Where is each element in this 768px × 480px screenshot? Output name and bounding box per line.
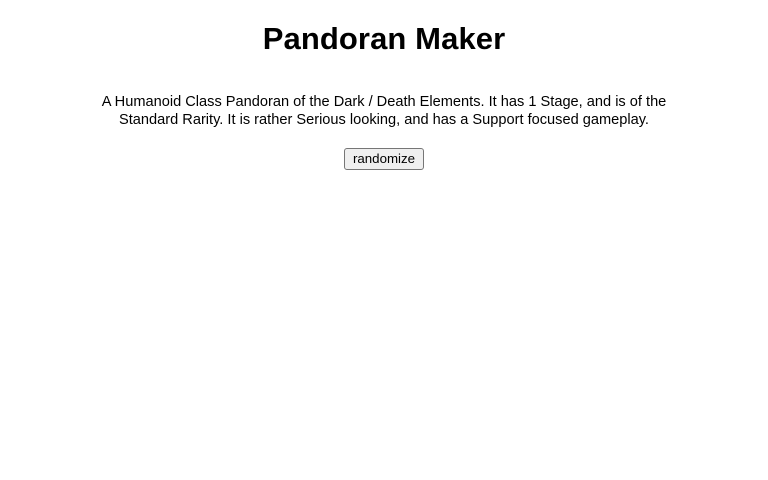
- page-title: Pandoran Maker: [262, 21, 506, 56]
- randomize-button[interactable]: randomize: [344, 148, 424, 170]
- pandoran-description: A Humanoid Class Pandoran of the Dark / Death Elements. It has 1 Stage, and is of the Standard Rarity. It is rather Serious looking, and has a Support focused gameplay.: [101, 93, 667, 128]
- button-row: [0, 148, 768, 170]
